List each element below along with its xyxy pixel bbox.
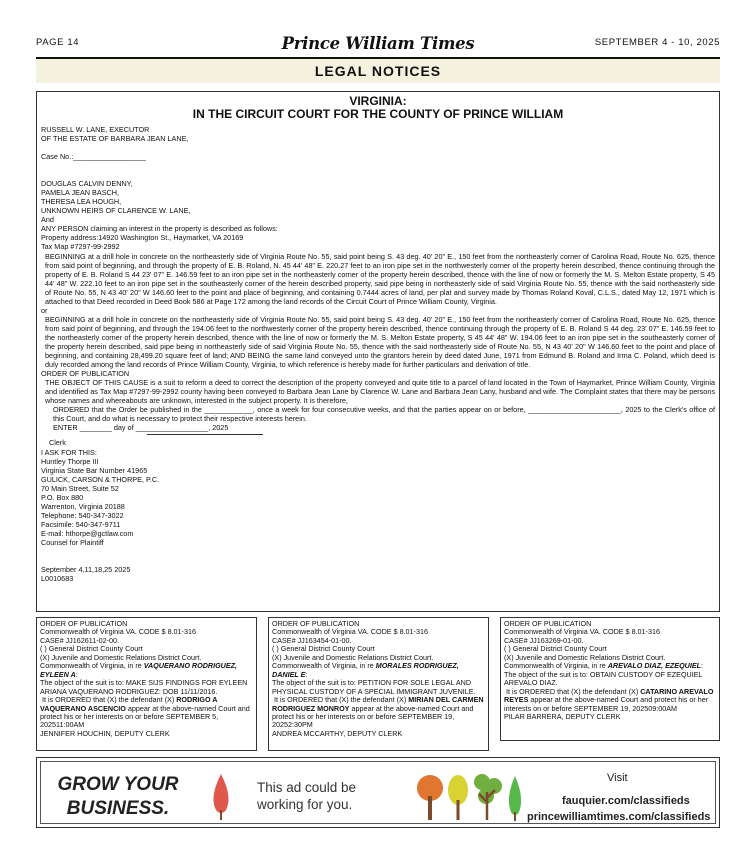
order-in-re bbox=[272, 662, 485, 679]
object-of-cause: THE OBJECT OF THIS CAUSE is a suit to reform a deed to correct the description of the property conveyed and quite title to a parcel of land located in the Town of Haymarket, Prince William County, Virginia and identified as Tax Map #7297-99-2992 county having been conveyed to Barbara Jean Lane by Clarence W. Lane and Barbara Jean Lany, husband and wife. The Complaint states that there may be persons whose names and whereabouts are unknown, interested in the subject property. It is therefore, bbox=[45, 378, 715, 406]
order-in-re bbox=[40, 662, 253, 679]
order-in-re-name: AREVALO DIAZ, EZEQUIEL bbox=[607, 661, 702, 671]
order-ordered bbox=[272, 696, 485, 730]
notice-heading-state: VIRGINIA: bbox=[349, 94, 407, 108]
orange-tree-icon bbox=[417, 775, 443, 820]
order-defendant: RODRIGO A VAQUERANO ASCENCIO bbox=[40, 695, 218, 713]
law-firm: GULICK, CARSON & THORPE, P.C. bbox=[41, 474, 160, 484]
ad-frame bbox=[40, 761, 716, 824]
order-juvenile-court: (X) Juvenile and Domestic Relations District Court. bbox=[40, 652, 202, 662]
yellow-tree-icon bbox=[448, 775, 468, 820]
order-ordered-prefix: It is ORDERED that (X) the defendant (X) bbox=[506, 686, 641, 696]
green-tree-icon bbox=[474, 774, 502, 820]
legal-description: BEGINNING at a drill hole in concrete on the northeasterly side of Virginia Route No. 55, said point being S. 43 deg. 40' 20" E., 150 feet from the northeasterly corner of Carolina Road, Route No. 625, thence from said point of beginning, and through the 194.06 feet to the northwesterly corner of the property herein described, thence continuing through the property of E. B. Roland S 44 deg. 23' 07" E. 146.59 feet to the northeasterly corner of the property herein described, thence with the line of now or formerly the M. S. Melton Estate property, S 45 44' 48" W. 194.06 feet to an iron pipe set in the southeasterly corner of the property herein described, said pipe being in northeasterly side of said Virginia Route No. 55, thence with the said northeasterly side of Route No. 55, N 43 40' 20" W 146.60 feet to the point and place of beginning, and containing 28,499.20 square feet of land; AND BEING the same land conveyed unto the grantors herein by deed dated June, 1971 from Edmund B. Roland and Irma C. Poland, which deed is duly recorded among the land records of Prince William County, Virginia, to which reference is hereby made for further particulars and derivation of title. bbox=[45, 314, 715, 370]
notice-line: or bbox=[41, 305, 48, 315]
order-code: Commonwealth of Virginia VA. CODE $ 8.01-316 bbox=[504, 627, 660, 637]
email: E-mail: hthorpe@gctlaw.com bbox=[41, 528, 134, 538]
section-banner bbox=[36, 57, 720, 83]
notice-body bbox=[41, 121, 715, 583]
order-heading: ORDER OF PUBLICATION bbox=[41, 369, 130, 379]
publication-dates: September 4,11,18,25 2025 bbox=[41, 565, 131, 575]
notice-line: 70 Main Street, Suite 52 bbox=[41, 483, 119, 493]
order-general-court: ( ) General District County Court bbox=[40, 644, 143, 654]
order-case: CASE# JJ163454-01-00. bbox=[272, 635, 352, 645]
order-in-re-name: MORALES RODRIGUEZ, DANIEL E bbox=[272, 661, 459, 679]
order-case: CASE# JJ162611-02-00. bbox=[40, 635, 119, 645]
page-number: PAGE 14 bbox=[36, 37, 80, 48]
order-ordered-suffix: appear at the above-named Court and protect his or her interests on or before SEPTEMBER 5, 202511:00AM bbox=[40, 703, 250, 730]
order-ordered-suffix: appear at the above-named Court and protect his or her interests on or before SEPTEMBER 19, 20252:30PM bbox=[272, 703, 474, 730]
notice-id: L0010683 bbox=[41, 574, 74, 584]
order-of-publication bbox=[500, 617, 720, 741]
enter-line: ENTER ________ day of __________________, 2025 bbox=[53, 423, 229, 433]
notice-line: And bbox=[41, 215, 54, 225]
order-code: Commonwealth of Virginia VA. CODE $ 8.01-316 bbox=[40, 627, 196, 637]
page-header bbox=[36, 34, 720, 56]
ad-copy-line: working for you. bbox=[257, 797, 353, 812]
notice-line: ANY PERSON claiming an interest in the property is described as follows: bbox=[41, 224, 278, 234]
ad-copy-line: This ad could be bbox=[257, 780, 357, 795]
order-ordered-prefix: It is ORDERED that (X) the defendant (X) bbox=[42, 695, 177, 705]
fauquier-classifieds-link[interactable]: fauquier.com/classifieds bbox=[562, 795, 690, 807]
order-object: The object of the suit is to: OBTAIN CUSTODY OF EZEQUIEL AREVALO DIAZ. bbox=[504, 669, 703, 688]
notice-line: Virginia State Bar Number 41965 bbox=[41, 465, 148, 475]
order-code: Commonwealth of Virginia VA. CODE $ 8.01-316 bbox=[272, 627, 428, 637]
ordered-paragraph: ORDERED that the Order be published in the ____________, once a week for four consecutive weeks, and that the parties appear on or before, _______________________, 2025 to the Clerk's office of this Court, and do what is necessary to protect their respective interests herein. bbox=[53, 405, 715, 424]
order-in-re-name: VAQUERANO RODRIGUEZ, EYLEEN A bbox=[40, 661, 238, 679]
circuit-court-notice bbox=[36, 91, 720, 612]
notice-line: UNKNOWN HEIRS OF CLARENCE W. LANE, bbox=[41, 206, 191, 216]
legal-description: BEGINNING at a drill hole in concrete on the northeasterly side of Virginia Route No. 55, said point being S. 43 deg. 40' 20" E., 150 feet from the northeasterly corner of Carolina Road, Route No. 625, thence from said point of beginning, and through the property of E. B. Roland, N. 45 44' 48" E. 220.27 feet to an iron pipe set in the northwesterly corner of the property herein described, thence continuing through the property of E. B. Roland S 44 23' 07" E. 146.59 feet to an iron pipe set in the northeasterly corner of the property herein described, thence with the line of now or formerly the M. S. Melton Estate property, S 45 44' 48" W. 222.10 feet to an iron pipe set in the southeasterly corner of the herein described property, said pipe being in northeasterly side of said Virginia Route No. 55, thence with the said northeasterly side of Route No. 55, N 43 40' 20" W 146.60 feet to the point and place of beginning, and containing 0.7444 acres of land, per plat and survey made by Thomas Roland Koval, C.L.S., dated May 12, 1971 which is attached to that Deed recorded in Deed Book 586 at Page 172 among the land records of the Circuit Court of Prince William County, Virginia. bbox=[45, 251, 715, 306]
order-clerk: JENNIFER HOUCHIN, DEPUTY CLERK bbox=[40, 728, 170, 738]
order-ordered-prefix: It is ORDERED that (X) the defendant (X) bbox=[274, 695, 409, 705]
order-general-court: ( ) General District County Court bbox=[504, 644, 607, 654]
masthead-logo: Prince William Times bbox=[281, 34, 475, 53]
notice-heading-court: IN THE CIRCUIT COURT FOR THE COUNTY OF PRINCE WILLIAM bbox=[192, 107, 564, 121]
order-ordered bbox=[504, 688, 716, 713]
notice-line: DOUGLAS CALVIN DENNY, bbox=[41, 179, 133, 189]
order-juvenile-court: (X) Juvenile and Domestic Relations District Court. bbox=[504, 652, 666, 662]
order-title: ORDER OF PUBLICATION bbox=[40, 619, 128, 628]
orders-of-publication bbox=[36, 617, 720, 751]
attorney-name: Huntley Thorpe III bbox=[41, 456, 99, 466]
princewilliamtimes-classifieds-link[interactable]: princewilliamtimes.com/classifieds bbox=[527, 811, 711, 823]
ad-visit-label: Visit bbox=[607, 772, 628, 784]
property-address: Property address:14920 Washington St., Haymarket, VA 20169 bbox=[41, 233, 244, 243]
clerk-label: Clerk bbox=[49, 438, 66, 448]
notice-line: PAMELA JEAN BASCH, bbox=[41, 188, 120, 198]
order-defendant: CATARINO AREVALO REYES bbox=[504, 686, 714, 705]
ad-headline-line: GROW YOUR bbox=[57, 774, 179, 795]
order-object: The object of the suit is to: MAKE SIJS FINDINGS FOR EYLEEN ARIANA VAQUERANO RODRIGUEZ: DOB 11/11/2016. bbox=[40, 678, 248, 696]
order-title: ORDER OF PUBLICATION bbox=[504, 619, 592, 628]
order-object: The object of the suit is to: PETITION FOR SOLE LEGAL AND PHYSICAL CUSTODY OF A SPECIAL IMMIGRANT JUVENILE. bbox=[272, 678, 476, 696]
classifieds-ad bbox=[36, 757, 720, 828]
notice-line: Warrenton, Virginia 20188 bbox=[41, 501, 125, 511]
order-case: CASE# JJ163269-01-00. bbox=[504, 635, 584, 645]
order-in-re-prefix: Commonwealth of Virginia, in re bbox=[272, 661, 376, 671]
ad-headline bbox=[55, 773, 181, 821]
order-clerk: PILAR BARRERA, DEPUTY CLERK bbox=[504, 711, 621, 721]
section-title: LEGAL NOTICES bbox=[314, 63, 442, 79]
tax-map: Tax Map #7297-99-2992 bbox=[41, 242, 120, 252]
lightgreen-tree-icon bbox=[509, 776, 521, 821]
notice-line: Counsel for Plaintiff bbox=[41, 537, 104, 547]
notice-heading bbox=[41, 95, 715, 121]
order-ordered bbox=[40, 696, 253, 730]
order-ordered-suffix: appear at the above-named Court and protect his or her interests on or before SEPTEMBER 19, 202509:00AM bbox=[504, 695, 709, 713]
order-clerk: ANDREA MCCARTHY, DEPUTY CLERK bbox=[272, 728, 403, 738]
order-title: ORDER OF PUBLICATION bbox=[272, 619, 360, 628]
order-of-publication bbox=[268, 617, 489, 751]
order-in-re-suffix: : bbox=[305, 669, 308, 679]
order-of-publication bbox=[36, 617, 257, 751]
notice-line: OF THE ESTATE OF BARBARA JEAN LANE, bbox=[41, 134, 189, 144]
ad-headline-line: BUSINESS. bbox=[66, 798, 170, 819]
case-number: Case No.:__________________ bbox=[41, 152, 146, 162]
order-general-court: ( ) General District County Court bbox=[272, 644, 375, 654]
order-in-re-prefix: Commonwealth of Virginia, in re bbox=[504, 661, 608, 671]
red-tree-icon bbox=[214, 774, 229, 820]
order-in-re-suffix: : bbox=[75, 669, 78, 679]
ad-copy bbox=[257, 779, 362, 813]
order-in-re-prefix: Commonwealth of Virginia, in re bbox=[40, 661, 144, 671]
notice-line: I ASK FOR THIS: bbox=[41, 447, 97, 457]
order-juvenile-court: (X) Juvenile and Domestic Relations District Court. bbox=[272, 652, 434, 662]
notice-line: P.O. Box 880 bbox=[41, 492, 84, 502]
order-defendant: MIRIAN DEL CARMEN RODRIGUEZ MONROY bbox=[272, 695, 484, 713]
telephone: Telephone: 540-347-3022 bbox=[41, 510, 124, 520]
facsimile: Facsimile: 540-347-9711 bbox=[41, 519, 121, 529]
notice-line: RUSSELL W. LANE, EXECUTOR bbox=[41, 125, 150, 134]
issue-date: SEPTEMBER 4 - 10, 2025 bbox=[594, 37, 720, 48]
order-in-re-suffix: : bbox=[701, 661, 704, 671]
notice-line: THERESA LEA HOUGH, bbox=[41, 197, 122, 207]
